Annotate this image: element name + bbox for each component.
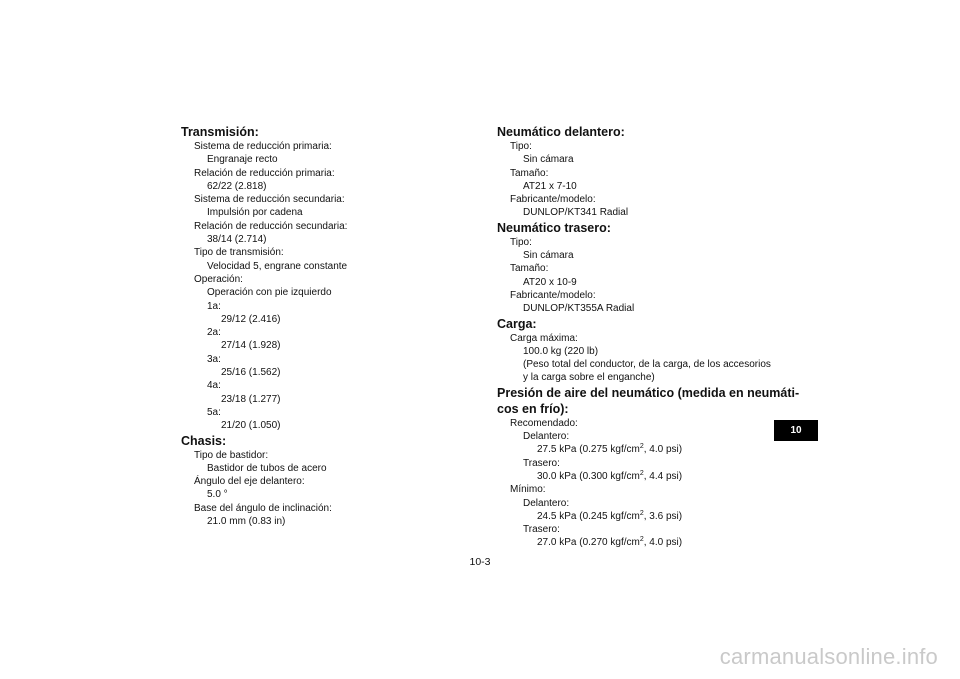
- spec-value: Velocidad 5, engrane constante: [207, 260, 348, 272]
- section-heading: Carga:: [497, 316, 537, 331]
- spec-label: Mínimo:: [510, 484, 546, 496]
- gear-label: 5a:: [207, 406, 221, 418]
- spec-label: Fabricante/modelo:: [510, 194, 596, 206]
- gear-label: 4a:: [207, 380, 221, 392]
- pressure-value: 24.5 kPa (0.245 kgf/$cm^2$, 3.6 psi): [537, 509, 683, 522]
- spec-label: Tipo:: [510, 141, 532, 152]
- spec-value: AT21 x 7-10: [523, 180, 577, 192]
- spec-label: Sistema de reducción secundaria:: [194, 194, 345, 206]
- spec-value: Impulsión por cadena: [207, 207, 303, 219]
- spec-value: Sin cámara: [523, 250, 574, 262]
- gear-ratio: 21/20 (1.050): [221, 420, 281, 432]
- gear-label: 2a:: [207, 327, 221, 339]
- spec-sublabel: Trasero:: [523, 524, 560, 536]
- page-number: 10-3: [469, 556, 491, 568]
- spec-label: Tipo:: [510, 236, 532, 248]
- gear-label: 1a:: [207, 300, 221, 312]
- spec-value: AT20 x 10-9: [523, 276, 577, 288]
- spec-label: Tipo de transmisión:: [194, 247, 284, 259]
- spec-label: Sistema de reducción primaria:: [194, 141, 332, 152]
- spec-label: Tamaño:: [510, 167, 549, 179]
- spec-label: Tipo de bastidor:: [194, 449, 269, 461]
- spec-sublabel: Delantero:: [523, 431, 570, 443]
- spec-value: 38/14 (2.714): [207, 234, 267, 246]
- chapter-tab: 10: [774, 420, 818, 441]
- gear-ratio: 25/16 (1.562): [221, 367, 281, 379]
- spec-value: 5.0 °: [207, 489, 228, 501]
- spec-value: 100.0 kg (220 lb): [523, 345, 599, 357]
- spec-label: Operación:: [194, 273, 243, 285]
- gear-ratio: 23/18 (1.277): [221, 393, 281, 405]
- spec-label: Recomendado:: [510, 417, 578, 429]
- gear-ratio: 27/14 (1.928): [221, 340, 281, 352]
- spec-note: (Peso total del conductor, de la carga, de los accesorios: [523, 359, 771, 371]
- spec-value: Bastidor de tubos de acero: [207, 462, 327, 474]
- spec-sublabel: Delantero:: [523, 497, 570, 509]
- spec-value: DUNLOP/KT355A Radial: [523, 303, 635, 315]
- spec-value: Sin cámara: [523, 154, 574, 166]
- spec-note: y la carga sobre el enganche): [523, 372, 655, 384]
- spec-label: Relación de reducción primaria:: [194, 167, 335, 179]
- spec-label: Carga máxima:: [510, 332, 578, 344]
- gear-ratio: 29/12 (2.416): [221, 313, 281, 325]
- spec-value: 21.0 mm (0.83 in): [207, 516, 286, 528]
- pressure-value: 27.0 kPa (0.270 kgf/$cm^2$, 4.0 psi): [537, 536, 683, 549]
- section-heading: Neumático delantero:: [497, 125, 625, 139]
- section-heading: Neumático trasero:: [497, 220, 611, 235]
- spec-label: Relación de reducción secundaria:: [194, 220, 348, 232]
- left-column: [181, 124, 481, 528]
- spec-label: Fabricante/modelo:: [510, 289, 596, 301]
- spec-value: 62/22 (2.818): [207, 180, 267, 192]
- spec-label: Tamaño:: [510, 263, 549, 275]
- spec-label: Ángulo del eje delantero:: [194, 476, 305, 488]
- gear-label: 3a:: [207, 353, 221, 365]
- section-heading: Transmisión:: [181, 125, 259, 139]
- section-heading: Chasis:: [181, 433, 227, 448]
- spec-sublabel: Trasero:: [523, 457, 560, 469]
- right-column: [497, 124, 800, 550]
- pressure-value: 27.5 kPa (0.275 kgf/$cm^2$, 4.0 psi): [537, 443, 683, 456]
- section-heading: Presión de aire del neumático (medida en neumáti-: [497, 385, 800, 400]
- section-heading-cont: cos en frío):: [497, 401, 569, 416]
- spec-value: Operación con pie izquierdo: [207, 287, 332, 299]
- watermark: carmanualsonline.info: [719, 644, 938, 669]
- spec-value: Engranaje recto: [207, 154, 278, 166]
- pressure-value: 30.0 kPa (0.300 kgf/$cm^2$, 4.4 psi): [537, 469, 683, 482]
- spec-label: Base del ángulo de inclinación:: [194, 502, 332, 514]
- spec-value: DUNLOP/KT341 Radial: [523, 207, 629, 219]
